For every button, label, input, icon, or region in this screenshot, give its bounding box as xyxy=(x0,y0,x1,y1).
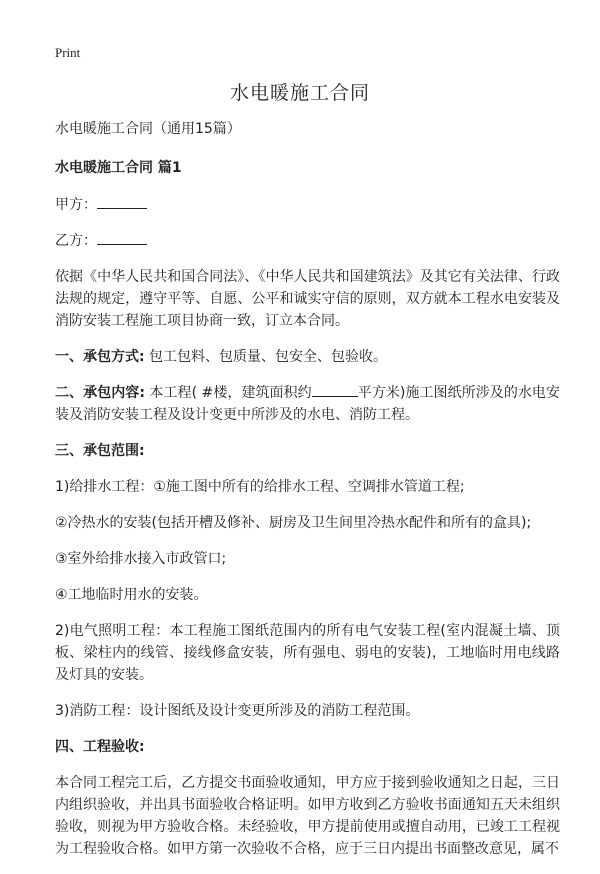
clause-1-body: 包工包料、包质量、包安全、包验收。 xyxy=(144,349,388,365)
party-b-line xyxy=(55,230,560,252)
clause-3-heading xyxy=(55,440,560,462)
document-body xyxy=(55,118,560,874)
party-a-blank xyxy=(97,194,147,209)
party-b-blank xyxy=(97,230,147,245)
clause-2 xyxy=(55,382,560,426)
party-b-label: 乙方： xyxy=(55,233,97,249)
document-subtitle: 水电暖施工合同（通用15篇） xyxy=(55,121,241,137)
page-title: 水电暖施工合同 xyxy=(229,82,370,104)
party-a-line xyxy=(55,194,560,216)
intro-paragraph: 依据《中华人民共和国合同法》、《中华人民共和国建筑法》及其它有关法律、行政法规的规定，遵守平等、自愿、公平和诚实守信的原则，双方就本工程水电安装及消防安装工程施工项目协商一致，订立本合同。 xyxy=(55,269,560,329)
scope-item-4: ④工地临时用水的安装。 xyxy=(55,587,208,603)
clause-4-body: 本合同工程完工后，乙方提交书面验收通知，甲方应于接到验收通知之日起，三日内组织验收，并出具书面验收合格证明。如甲方收到乙方验收书面通知五天未组织验收，则视为甲方验收合格。未经验收，甲方提前使用或擅自动用，已竣工工程视为工程验收合格。如甲方第一次验收不合格，应于三日内提出书面整改意见，属不 xyxy=(55,775,560,857)
scope-item-1: 1)给排水工程：①施工图中所有的给排水工程、空调排水管道工程; xyxy=(55,479,465,495)
clause-4-heading xyxy=(55,736,560,758)
scope-item-6: 3)消防工程：设计图纸及设计变更所涉及的消防工程范围。 xyxy=(55,703,420,719)
section-title: 水电暖施工合同 篇1 xyxy=(55,160,182,176)
clause-1-heading: 一、承包方式: xyxy=(55,349,145,365)
area-blank xyxy=(312,382,358,397)
party-a-label: 甲方： xyxy=(55,197,97,213)
clause-1 xyxy=(55,346,560,368)
clause-2-body-a: 本工程( #楼，建筑面积约 xyxy=(144,385,312,401)
scope-item-2: ②冷热水的安装(包括开槽及修补、厨房及卫生间里冷热水配件和所有的盒具); xyxy=(55,515,532,531)
clause-2-body-b: 平方米)施工图纸所涉及的水电安装及消防安装工程及设计变更中所涉及的水电、消防工程。 xyxy=(55,385,560,423)
clause-3-heading-text: 三、承包范围: xyxy=(55,443,145,459)
scope-item-5: 2)电气照明工程：本工程施工图纸范围内的所有电气安装工程(室内混凝土墙、顶板、梁柱内的线管、接线修盒安装，所有强电、弱电的安装)，工地临时用电线路及灯具的安装。 xyxy=(55,623,560,683)
clause-4-heading-text: 四、工程验收: xyxy=(55,739,145,755)
clause-2-heading: 二、承包内容: xyxy=(55,385,145,401)
print-link[interactable]: Print xyxy=(55,45,81,60)
scope-item-3: ③室外给排水接入市政管口; xyxy=(55,551,227,567)
